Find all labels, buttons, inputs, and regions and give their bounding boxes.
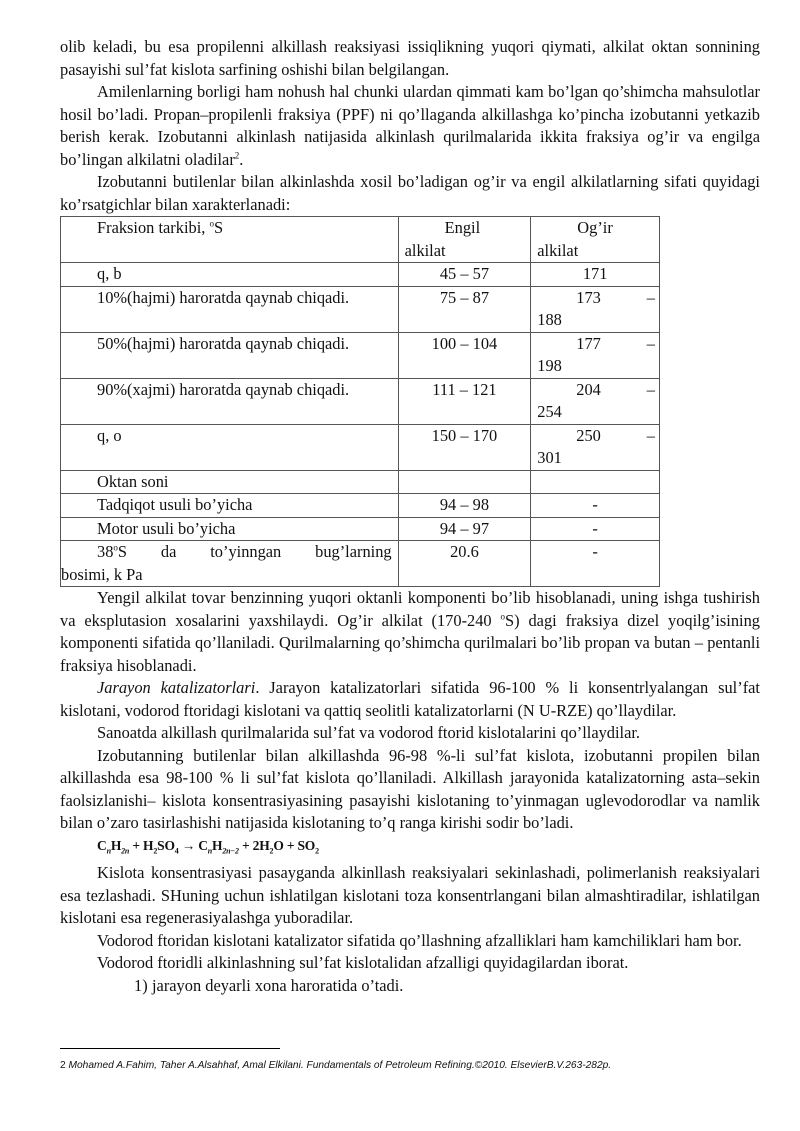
table-row: q, b 45 – 57 171 xyxy=(61,263,660,287)
footnote-separator xyxy=(60,1048,280,1049)
footnote-ref: 2 xyxy=(234,150,240,161)
paragraph-7: Izobutanning butilenlar bilan alkillashda 96-98 %-li sul’fat kislota, izobutanni propilen bilan alkillashda esa 98-100 % li sul’fat kislota qo’llaniladi. Alkillash jarayonida katalizatorning asta–sekin faolsizlanishi– kislota konsentrasiyasining pasayishi kislotaning to’yinmagan uglevodorodlar va namlik bilan o’zaro tasirlashishi natijasida kislotaning to’q ranga kirishi sodir bo’ladi. xyxy=(60,745,760,832)
paragraph-3: Izobutanni butilenlar bilan alkinlashda xosil bo’ladigan og’ir va engil alkilatlarning sifati quyidagi ko’rsatgichlar bilan xarakterlanadi: xyxy=(60,172,760,214)
alkylate-properties-table xyxy=(60,216,660,587)
header-heavy-alkylate: Og’ir alkilat xyxy=(531,217,660,263)
footnote: 2 Mohamed A.Fahim, Taher A.Alsahhaf, Amal Elkilani. Fundamentals of Petroleum Refining.©2010. ElsevierB.V.263-282p. xyxy=(60,1060,612,1071)
table-row: Motor usuli bo’yicha 94 – 97 - xyxy=(61,517,660,541)
table-row: q, o 150 – 170 250 – 301 xyxy=(61,424,660,470)
table-row: 50%(hajmi) haroratda qaynab chiqadi. 100 – 104 177 – 198 xyxy=(61,332,660,378)
document-page xyxy=(60,36,760,997)
reaction-formula: $C_nH_{2n} + H_2SO_4 \to C_nH_{2n-2} + 2H_2O + SO_2$ xyxy=(97,837,319,856)
table-row: Tadqiqot usuli bo’yicha 94 – 98 - xyxy=(61,494,660,518)
table-row: Oktan soni xyxy=(61,470,660,494)
table-row: 90%(xajmi) haroratda qaynab chiqadi. 111 – 121 204 – 254 xyxy=(61,378,660,424)
paragraph-8: Kislota konsentrasiyasi pasayganda alkinllash reaksiyalari sekinlashadi, polimerlanish reaksiyalari esa tezlashadi. SHuning uchun ishlatilgan kislotani toza konsentrlangani bilan almashtiradilar, ishlatilgan kislotani esa regenerasiyalashga yuboradilar. xyxy=(60,863,760,928)
header-fraction: Fraksion tarkibi, $^o$S xyxy=(97,218,224,237)
italic-heading: Jarayon katalizatorlari xyxy=(97,678,256,697)
paragraph-10: Vodorod ftoridli alkinlashning sul’fat kislotalidan afzalligi quyidagilardan iborat. xyxy=(97,953,629,973)
paragraph-4: Yengil alkilat tovar benzinning yuqori oktanli komponenti bo’lib hisoblanadi, uning ishga tushirish va eksplutasion xosalarini yaxshilaydi. Og’ir alkilat (170-240 $^o$S) dagi fraksiya dizel yoqilg’isining komponenti sifatida qo’llaniladi. Qurilmalarning qo’shimcha qurilmalari bo’lib propan va butan – pentanli fraksiya hisoblanadi. xyxy=(60,588,760,675)
table-row: 10%(hajmi) haroratda qaynab chiqadi. 75 – 87 173 – 188 xyxy=(61,286,660,332)
table-row: 38$^o$S da to’yinngan bug’larning bosimi, k Pa 20.6 - xyxy=(61,541,660,587)
paragraph-5: Jarayon katalizatorlari. Jarayon katalizatorlari sifatida 96-100 % li konsentrlyalangan sul’fat kislotani, vodorod ftoridagi kislotani va qattiq seolitli katalizatorlarni (N U-RZE) qo’llaydilar. xyxy=(60,678,760,720)
list-item: 1) jarayon deyarli xona haroratida o’tadi. xyxy=(134,975,404,995)
paragraph-1: olib keladi, bu esa propilenni alkillash reaksiyasi issiqlikning yuqori qiymati, alkilat oktan sonnining pasayishi sul’fat kislota sarfining oshishi bilan belgilangan. xyxy=(60,37,760,79)
paragraph-9: Vodorod ftoridan kislotani katalizator sifatida qo’llashning afzalliklari ham kamchiliklari ham bor. xyxy=(97,930,742,950)
header-light-alkylate: Engil alkilat xyxy=(398,217,531,263)
paragraph-6: Sanoatda alkillash qurilmalarida sul’fat va vodorod ftorid kislotalarini qo’llaydilar. xyxy=(97,723,641,742)
paragraph-2: Amilenlarning borligi ham nohush hal chunki ulardan qimmati kam bo’lgan qo’shimcha mahsulotlar hosil bo’ladi. Propan–propilenli fraksiya (PPF) ni qo’llaganda alkillashga ko’pincha izobutanni yetkazib berish kerak. Izobutanni alkinlash natijasida alkinlash qurilmalarida ikkita fraksiya og’ir va engilga bo’lingan alkilatni oladilar$^2$. xyxy=(60,82,760,169)
table-header-row xyxy=(61,217,660,263)
